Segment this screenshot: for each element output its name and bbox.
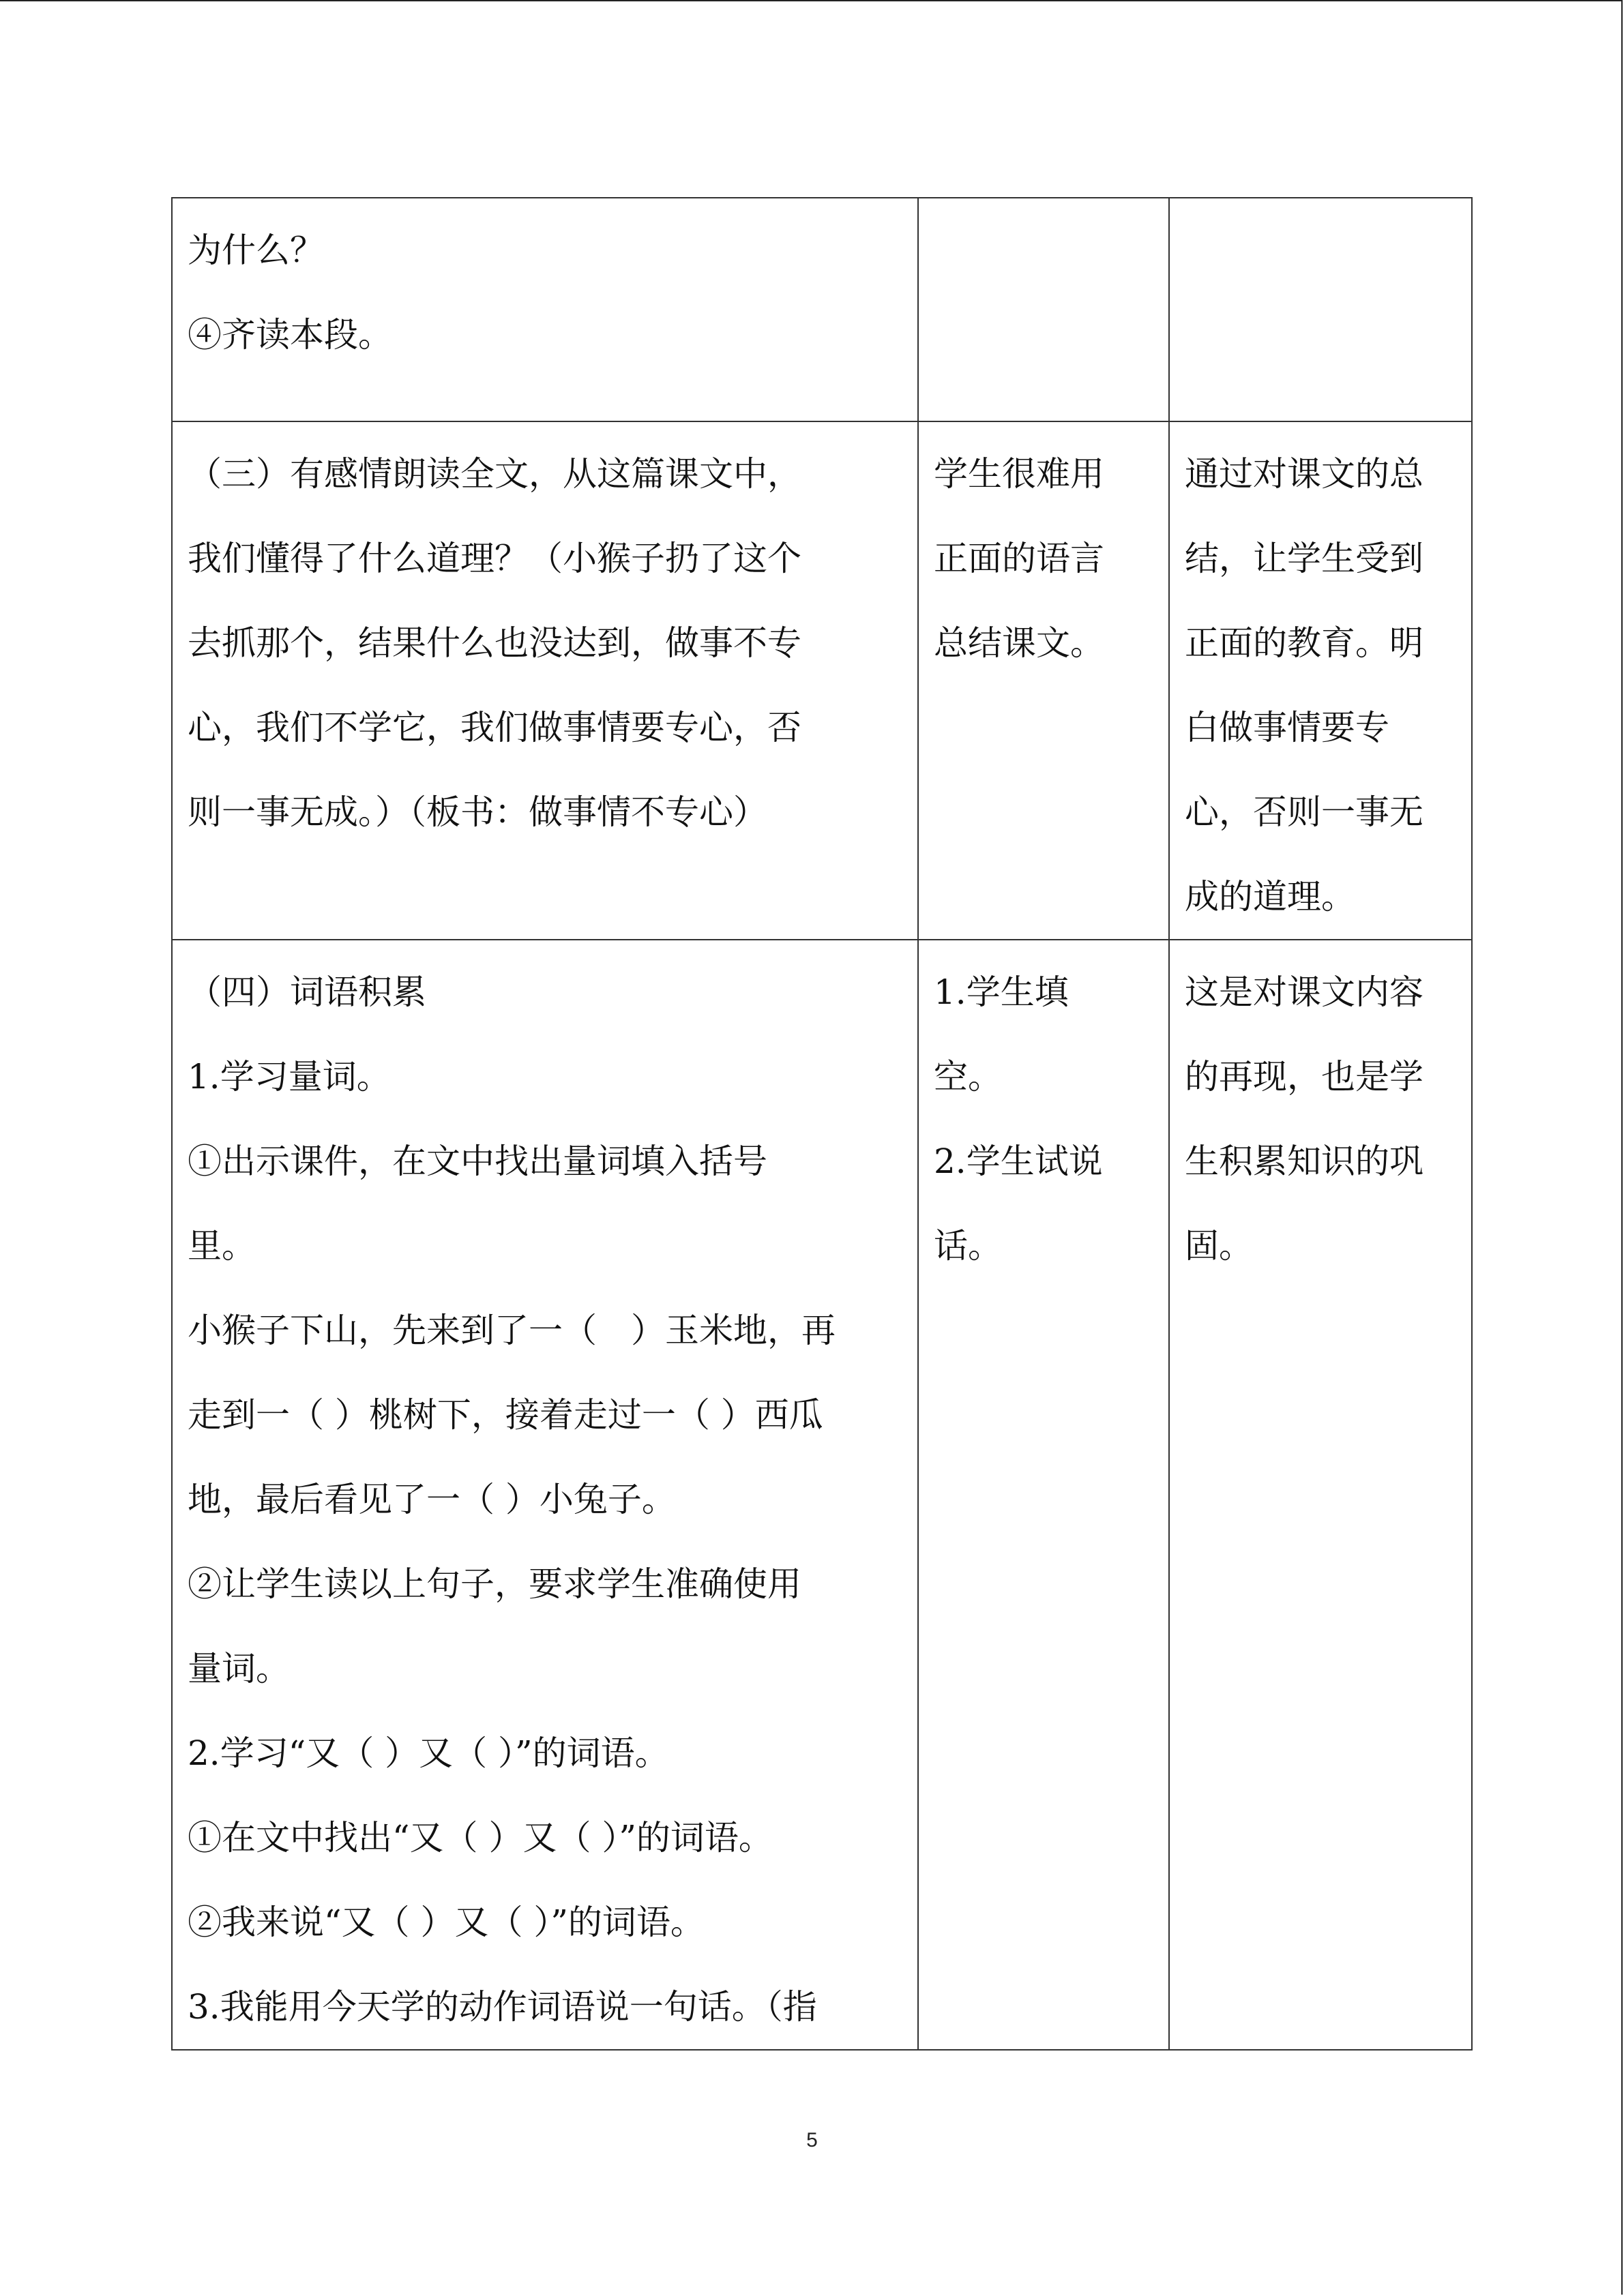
intent-line: 这是对课文内容 [1185, 972, 1423, 1012]
student-line: 话。 [934, 1226, 1002, 1266]
process-line: 心，我们不学它，我们做事情要专心，否 [188, 708, 801, 747]
process-line: ④齐读本段。 [188, 315, 392, 355]
process-line: 则一事无成。）（板书：做事情不专心） [188, 792, 767, 832]
student-line: 学生很难用 [934, 454, 1104, 494]
process-line: ②我来说“又（ ）又（ ）”的词语。 [188, 1903, 705, 1942]
design-intent-cell [1169, 198, 1472, 421]
student-line: 1.学生填 [934, 972, 1069, 1012]
process-line: 为什么？ [188, 230, 324, 270]
student-activity-cell [918, 940, 1169, 2050]
intent-line: 结，让学生受到 [1185, 539, 1423, 578]
intent-line: 正面的教育。明 [1185, 623, 1423, 663]
table-body [172, 198, 1472, 2050]
teaching-process-cell [172, 198, 918, 421]
lesson-plan-table [171, 197, 1473, 2051]
table-row [172, 198, 1472, 421]
student-line: 2.学生试说 [934, 1142, 1103, 1181]
process-line: 2.学习“又（ ）又（ ）”的词语。 [188, 1733, 669, 1773]
process-line: （四）词语积累 [188, 972, 426, 1012]
student-activity-cell [918, 198, 1169, 421]
process-line: 3.我能用今天学的动作词语说一句话。（指 [188, 1987, 817, 2027]
process-line: 去抓那个，结果什么也没达到，做事不专 [188, 623, 801, 663]
process-line: 1.学习量词。 [188, 1057, 391, 1097]
student-activity-cell [918, 421, 1169, 940]
intent-line: 通过对课文的总 [1185, 454, 1423, 494]
process-line: 走到一（ ）桃树下，接着走过一（ ）西瓜 [188, 1395, 823, 1435]
table-row [172, 940, 1472, 2050]
page-number: 5 [806, 2129, 818, 2151]
intent-line: 白做事情要专 [1185, 708, 1389, 747]
intent-line: 的再现，也是学 [1185, 1057, 1423, 1097]
teaching-process-cell [172, 940, 918, 2050]
intent-line: 固。 [1185, 1226, 1253, 1266]
intent-line: 生积累知识的巩 [1185, 1142, 1423, 1181]
process-line: ①在文中找出“又（ ）又（ ）”的词语。 [188, 1818, 773, 1858]
student-line: 空。 [934, 1057, 1002, 1097]
design-intent-cell [1169, 940, 1472, 2050]
student-line: 正面的语言 [934, 539, 1104, 578]
intent-line: 成的道理。 [1185, 877, 1355, 916]
intent-line: 心，否则一事无 [1185, 792, 1423, 832]
process-line: 地，最后看见了一（ ）小兔子。 [188, 1480, 676, 1519]
process-line: ①出示课件，在文中找出量词填入括号 [188, 1142, 767, 1181]
student-line: 总结课文。 [934, 623, 1104, 663]
teaching-process-cell [172, 421, 918, 940]
process-line: 小猴子下山，先来到了一（ ）玉米地，再 [188, 1311, 836, 1350]
process-line: （三）有感情朗读全文，从这篇课文中， [188, 454, 801, 494]
process-line: 我们懂得了什么道理？（小猴子扔了这个 [188, 539, 801, 578]
design-intent-cell [1169, 421, 1472, 940]
process-line: 量词。 [188, 1649, 290, 1688]
table-row [172, 421, 1472, 940]
process-line: 里。 [188, 1226, 256, 1266]
process-line: ②让学生读以上句子，要求学生准确使用 [188, 1564, 801, 1604]
